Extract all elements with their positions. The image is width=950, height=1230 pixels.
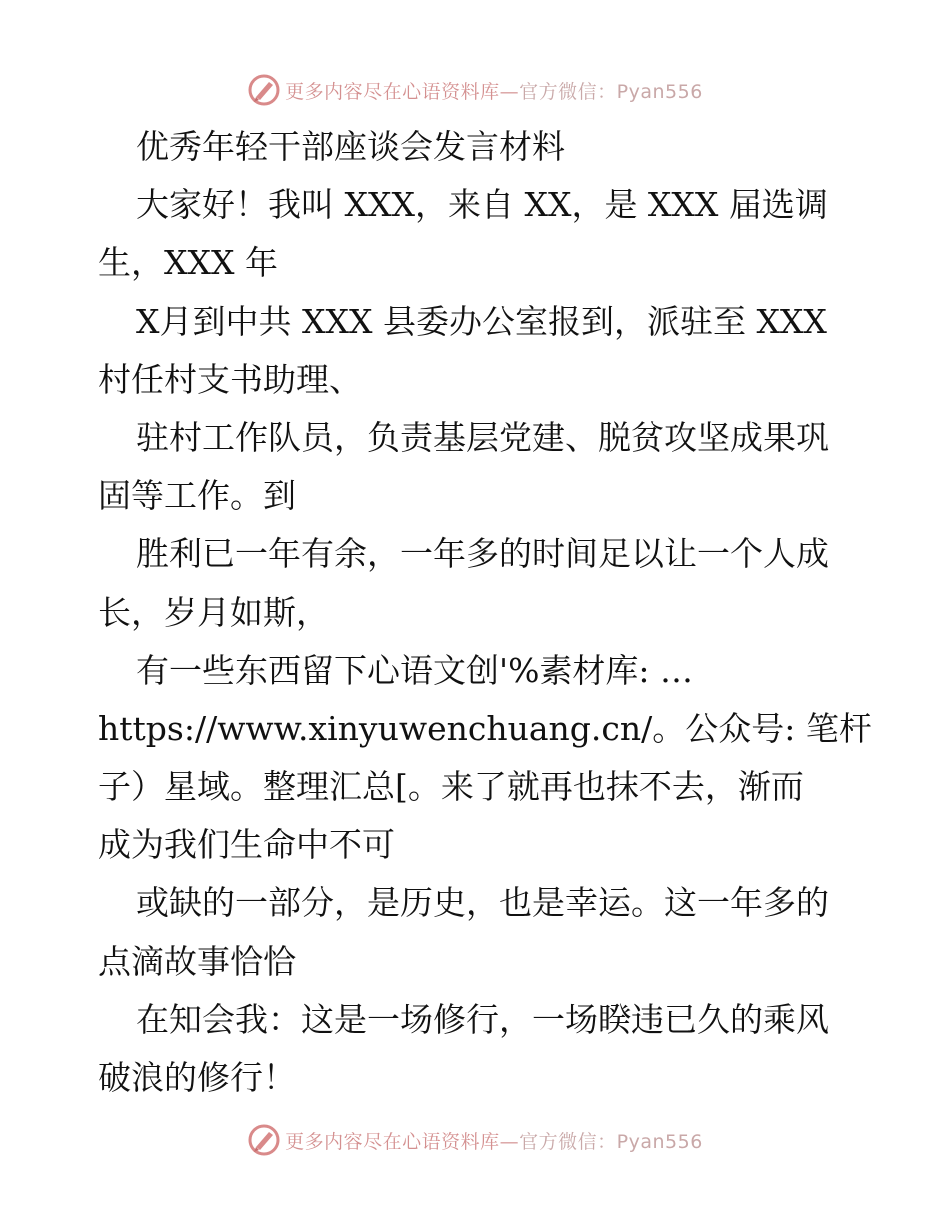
paragraph-line: 在知会我：这是一场修行，一场睽违已久的乘风 <box>136 999 829 1039</box>
watermark-dash: — <box>499 1130 520 1153</box>
document-body <box>98 118 872 1107</box>
watermark-contact: 官方微信：Pyan556 <box>519 1130 703 1153</box>
paragraph-line: 破浪的修行！ <box>98 1058 296 1097</box>
paragraph-line: 驻村工作队员，负责基层党建、脱贫攻坚成果巩 <box>136 417 829 457</box>
watermark-dash: — <box>499 80 520 103</box>
paragraph-line: 子）星域。整理汇总[。来了就再也抹不去，渐而 <box>98 767 804 807</box>
paragraph-line: 有一些东西留下心语文创'%素材库: … <box>136 650 694 690</box>
paragraph-line: 长，岁月如斯， <box>98 592 329 632</box>
paragraph-line-url: https://www.xinyuwenchuang.cn/。公众号: 笔杆 <box>98 708 872 748</box>
paragraph-line: 村任村支书助理、 <box>98 359 362 399</box>
paragraph-line: 固等工作。到 <box>98 476 296 516</box>
paragraph-line: 生，XXX 年 <box>98 243 278 283</box>
watermark-brand: 更多内容尽在心语资料库 <box>285 80 500 103</box>
header-watermark <box>0 70 950 110</box>
footer-watermark <box>0 1120 950 1160</box>
logo-icon <box>247 73 281 107</box>
paragraph-line: 或缺的一部分，是历史，也是幸运。这一年多的 <box>136 883 829 923</box>
watermark-brand: 更多内容尽在心语资料库 <box>285 1130 500 1153</box>
paragraph-line: 点滴故事恰恰 <box>98 941 296 981</box>
watermark-contact: 官方微信：Pyan556 <box>519 80 703 103</box>
paragraph-line: X月到中共 XXX 县委办公室报到，派驻至 XXX <box>136 301 827 341</box>
paragraph-line: 胜利已一年有余，一年多的时间足以让一个人成 <box>136 534 829 574</box>
document-title: 优秀年轻干部座谈会发言材料 <box>136 127 565 166</box>
paragraph-line: 大家好！我叫 XXX，来自 XX，是 XXX 届选调 <box>136 185 828 225</box>
paragraph-line: 成为我们生命中不可 <box>98 825 395 865</box>
logo-icon <box>247 1123 281 1157</box>
